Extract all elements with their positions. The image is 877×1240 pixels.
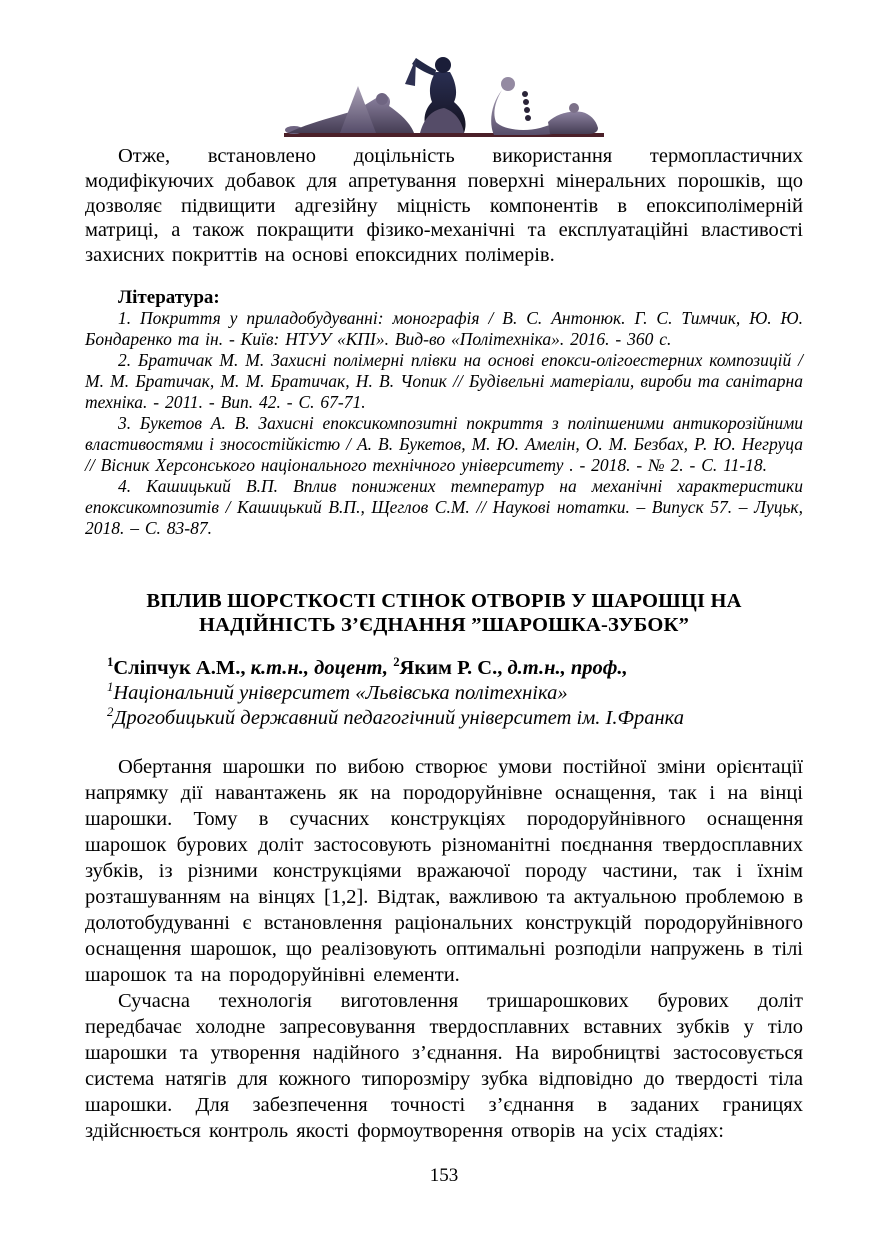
author-name: Сліпчук А.М., — [113, 656, 246, 679]
page-number: 153 — [429, 1165, 459, 1186]
references-heading: Література: — [118, 286, 220, 308]
reference-item: 4. Кашицький В.П. Вплив понижених температур на механічні характеристики епоксикомпозитів / Кашицький В.П., Щеглов С.М. // Наукові нотатки. – Випуск 57. – Луцьк, 2018. – С. 83-87. — [85, 475, 803, 538]
affiliation-text: Дрогобицький державний педагогічний університет ім. І.Франка — [113, 706, 684, 729]
author-superscript: 1 — [107, 655, 114, 670]
article-title — [91, 589, 797, 637]
article-title-line1: ВПЛИВ ШОРСТКОСТІ СТІНОК ОТВОРІВ У ШАРОШЦІ НА — [146, 589, 742, 612]
reference-item: 2. Братичак М. М. Захисні полімерні плівки на основі епокси-олігоестерних композицій / М. М. Братичак, М. М. Братичак, Н. В. Чопик // Будівельні матеріали, вироби та санітарна техніка. - 2011. - Вип. 42. - С. 67-71. — [85, 349, 803, 412]
author-degree: к.т.н., доцент, — [250, 656, 389, 679]
sculpture-group-icon — [278, 52, 610, 138]
affiliation-text: Національний університет «Львівська політехніка» — [113, 681, 568, 704]
header-illustration — [85, 52, 803, 138]
affiliation — [107, 681, 803, 706]
authors-line — [107, 656, 803, 681]
affiliation-superscript: 2 — [107, 705, 114, 720]
reference-item: 1. Покриття у приладобудуванні: монографія / В. С. Антонюк. Г. С. Тимчик, Ю. Ю. Бондаренко та ін. - Київ: НТУУ «КПІ». Вид-во «Політехніка». 2016. - 360 с. — [85, 307, 803, 349]
author-name: Яким Р. С., — [399, 656, 503, 679]
author-superscript: 2 — [393, 655, 400, 670]
affiliation-superscript: 1 — [107, 680, 114, 695]
authors-block — [107, 656, 803, 731]
reference-item: 3. Букетов А. В. Захисні епоксикомпозитні покриття з поліпшеними антикорозійними властивостями і зносостійкістю / А. В. Букетов, М. Ю. Амелін, О. М. Безбах, Р. Ю. Негруца // Вісник Херсонського національного технічного університету . - 2018. - № 2. - С. 11-18. — [85, 412, 803, 475]
intro-paragraph: Отже, встановлено доцільність використання термопластичних модифікуючих добавок для апретування поверхні мінеральних порошків, що дозволяє підвищити адгезійну міцність компонентів в епоксиполімерній матриці, а також покращити фізико-механічні та експлуатаційні властивості захисних покриттів на основі епоксидних полімерів. — [85, 145, 803, 267]
author-degree: д.т.н., проф., — [507, 656, 628, 679]
body-paragraph: Обертання шарошки по вибою створює умови постійної зміни орієнтації напрямку дії навантажень як на породоруйнівне оснащення, так і на вінці шарошки. Тому в сучасних конструкціях породоруйнівного оснащення шарошок бурових доліт застосовують різноманітні поєднання твердосплавних зубків, із різними конструкціями вражаючої породу частини, так і їхнім розташуванням на вінцях [1,2]. Відтак, важливою та актуальною проблемою в долотобудуванні є встановлення раціональних конструкцій породоруйнівного оснащення шарошок, що реалізовують оптимальні розподіли напружень в тілі шарошок та на породоруйнівні елементи. — [85, 755, 803, 986]
article-title-line2: НАДІЙНІСТЬ З’ЄДНАННЯ ”ШАРОШКА-ЗУБОК” — [198, 613, 690, 636]
text-column — [85, 0, 803, 1144]
affiliation — [107, 706, 803, 731]
body-paragraph: Сучасна технологія виготовлення тришарошкових бурових доліт передбачає холодне запресовування твердосплавних вставних зубків у тіло шарошки та утворення надійного з’єднання. На виробництві застосовується система натягів для кожного типорозміру зубка відповідно до твердості тіла шарошки. Для забезпечення точності з’єднання в заданих границях здійснюється контроль якості формоутворення отворів на усіх стадіях: — [85, 989, 803, 1142]
